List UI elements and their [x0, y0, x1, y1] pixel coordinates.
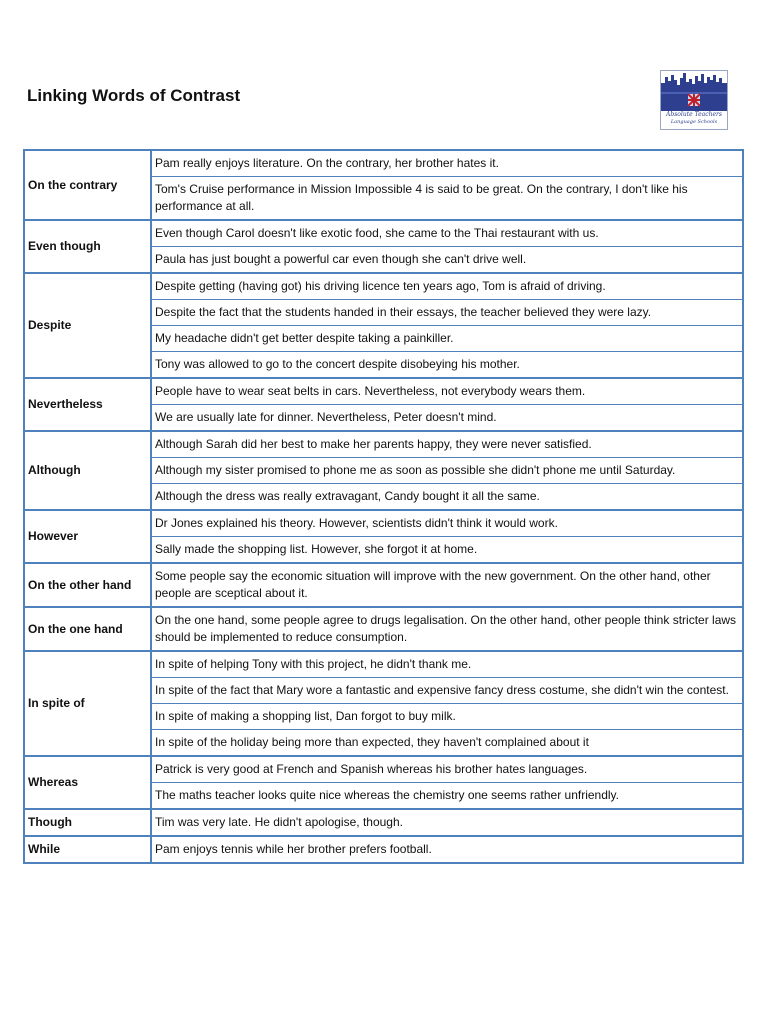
- linking-term: Whereas: [24, 756, 151, 809]
- linking-term: Despite: [24, 273, 151, 378]
- table-row: [24, 273, 743, 300]
- example-sentence: Even though Carol doesn't like exotic food, she came to the Thai restaurant with us.: [151, 220, 743, 247]
- example-sentence: Although the dress was really extravagant, Candy bought it all the same.: [151, 484, 743, 511]
- table-row: [24, 836, 743, 863]
- linking-term: On the other hand: [24, 563, 151, 607]
- linking-term: Nevertheless: [24, 378, 151, 431]
- example-sentence: Dr Jones explained his theory. However, scientists didn't think it would work.: [151, 510, 743, 537]
- contrast-table: [23, 149, 744, 864]
- table-body: [24, 150, 743, 863]
- example-sentence: Sally made the shopping list. However, she forgot it at home.: [151, 537, 743, 564]
- table-row: [24, 756, 743, 783]
- example-sentence: Patrick is very good at French and Spanish whereas his brother hates languages.: [151, 756, 743, 783]
- linking-term: However: [24, 510, 151, 563]
- linking-term: Although: [24, 431, 151, 510]
- table-row: [24, 809, 743, 836]
- example-sentence: Paula has just bought a powerful car even though she can't drive well.: [151, 247, 743, 274]
- linking-term: Though: [24, 809, 151, 836]
- example-sentence: Despite getting (having got) his driving licence ten years ago, Tom is afraid of driving.: [151, 273, 743, 300]
- linking-term: While: [24, 836, 151, 863]
- example-sentence: Although Sarah did her best to make her parents happy, they were never satisfied.: [151, 431, 743, 458]
- table-row: [24, 510, 743, 537]
- example-sentence: Tim was very late. He didn't apologise, though.: [151, 809, 743, 836]
- example-sentence: Tony was allowed to go to the concert despite disobeying his mother.: [151, 352, 743, 379]
- example-sentence: The maths teacher looks quite nice whereas the chemistry one seems rather unfriendly.: [151, 783, 743, 810]
- table-row: [24, 220, 743, 247]
- example-sentence: Although my sister promised to phone me as soon as possible she didn't phone me until Saturday.: [151, 458, 743, 484]
- table-row: [24, 651, 743, 678]
- example-sentence: Some people say the economic situation will improve with the new government. On the other hand, other people are sceptical about it.: [151, 563, 743, 607]
- example-sentence: People have to wear seat belts in cars. Nevertheless, not everybody wears them.: [151, 378, 743, 405]
- example-sentence: In spite of the holiday being more than expected, they haven't complained about it: [151, 730, 743, 757]
- example-sentence: My headache didn't get better despite taking a painkiller.: [151, 326, 743, 352]
- example-sentence: On the one hand, some people agree to drugs legalisation. On the other hand, other people think stricter laws should be implemented to reduce consumption.: [151, 607, 743, 651]
- table-row: [24, 378, 743, 405]
- example-sentence: We are usually late for dinner. Nevertheless, Peter doesn't mind.: [151, 405, 743, 432]
- linking-term: On the one hand: [24, 607, 151, 651]
- logo-wordmark: Absolute Teachers: [666, 111, 722, 118]
- table-row: [24, 150, 743, 177]
- table-row: [24, 607, 743, 651]
- example-sentence: Despite the fact that the students handed in their essays, the teacher believed they were lazy.: [151, 300, 743, 326]
- table-row: [24, 431, 743, 458]
- logo-subtitle: Language Schools: [670, 119, 718, 125]
- linking-term: In spite of: [24, 651, 151, 756]
- example-sentence: In spite of helping Tony with this project, he didn't thank me.: [151, 651, 743, 678]
- example-sentence: Tom's Cruise performance in Mission Impossible 4 is said to be great. On the contrary, I don't like his performance at all.: [151, 177, 743, 221]
- linking-term: On the contrary: [24, 150, 151, 220]
- example-sentence: In spite of the fact that Mary wore a fantastic and expensive fancy dress costume, she didn't win the contest.: [151, 678, 743, 704]
- linking-term: Even though: [24, 220, 151, 273]
- skyline-logo-icon: [661, 71, 727, 111]
- example-sentence: In spite of making a shopping list, Dan forgot to buy milk.: [151, 704, 743, 730]
- page-title: Linking Words of Contrast: [27, 86, 241, 105]
- example-sentence: Pam enjoys tennis while her brother prefers football.: [151, 836, 743, 863]
- example-sentence: Pam really enjoys literature. On the contrary, her brother hates it.: [151, 150, 743, 177]
- table-row: [24, 563, 743, 607]
- school-logo: [660, 70, 728, 130]
